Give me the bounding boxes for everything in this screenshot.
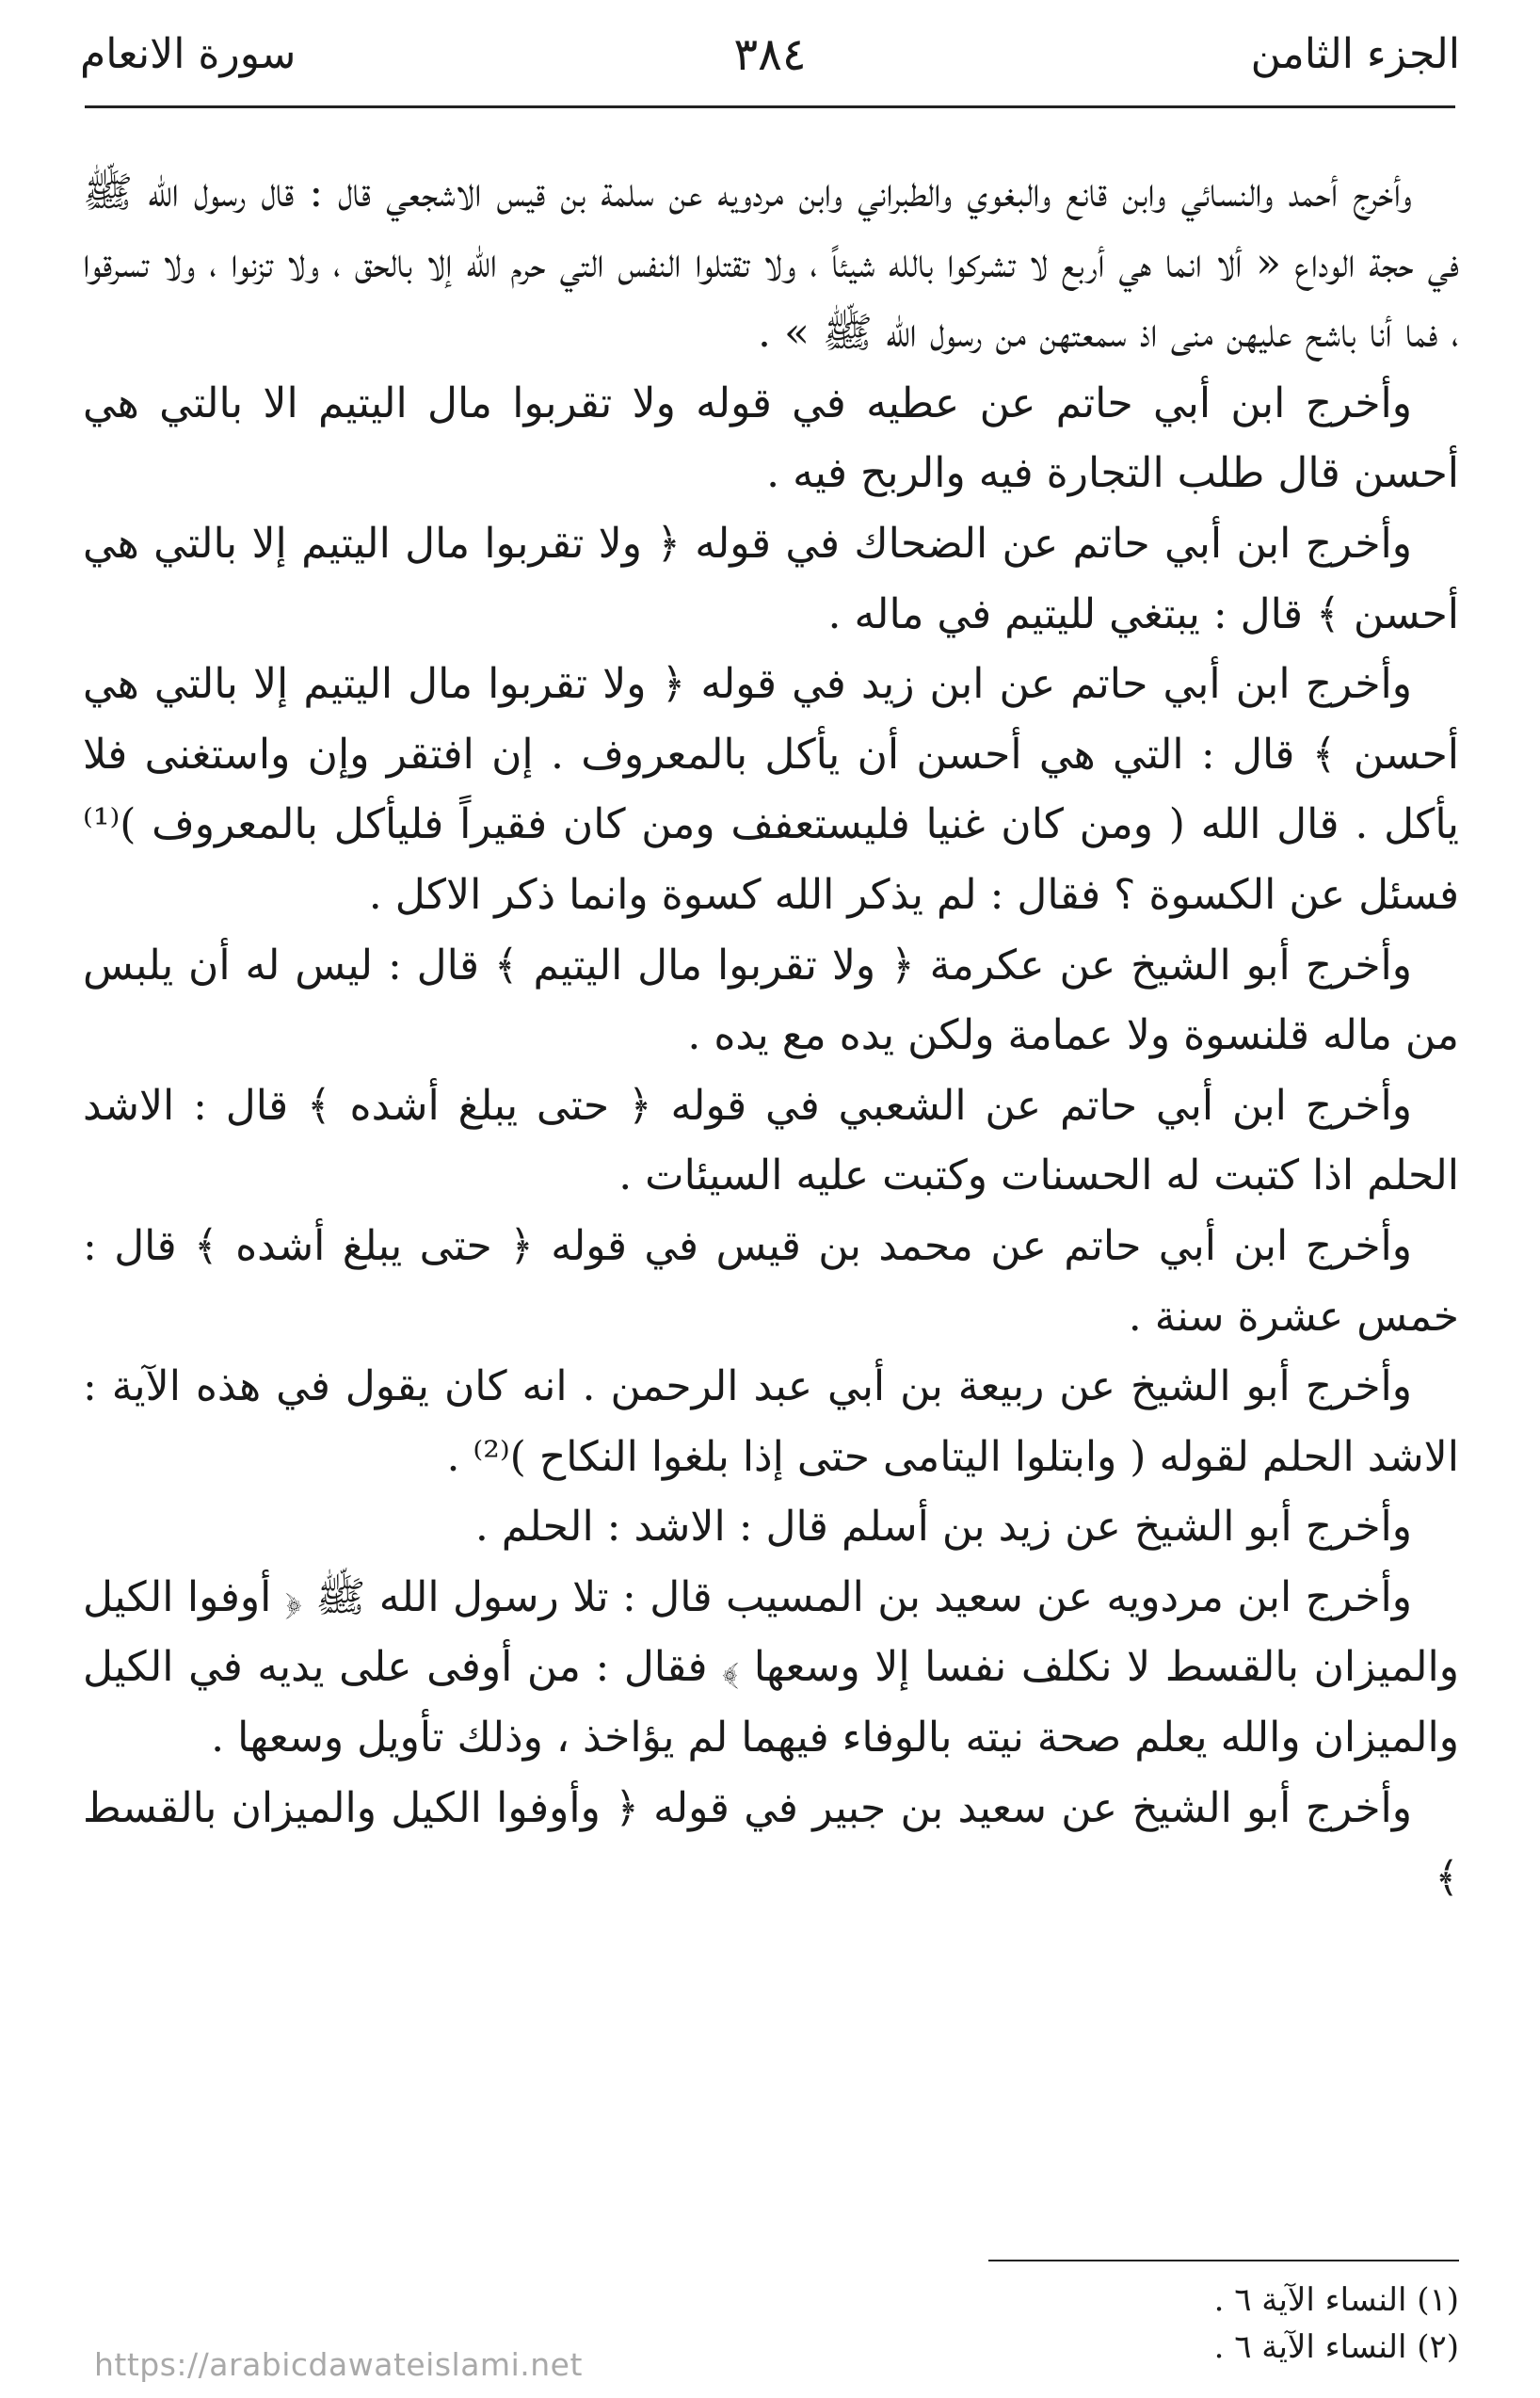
paragraph-9: وأخرج أبو الشيخ عن زيد بن أسلم قال : الاشد : الحلم . [474, 1503, 1412, 1552]
footnote-2: (٢) النساء الآية ٦ . [1213, 2328, 1459, 2366]
paragraph-1: وأخرج أحمد والنسائي وابن قانع والبغوي والطبراني وابن مردويه عن سلمة بن قيس الاشجعي قال : قال رسول الله ﷺ في حجة الوداع « ألا انما هي أربع لا تشركوا بالله شيئاً ، ولا تقتلوا النفس التي حرم الله إلا بالحق ، ولا تزنوا ، ولا تسرقوا ، فما أنا باشح عليهن منى اذ سمعتهن من رسول الله ﷺ » . [83, 169, 1459, 358]
body-text [83, 158, 1459, 1914]
surah-title: سورة الانعام [80, 30, 297, 78]
paragraph-11: وأخرج أبو الشيخ عن سعيد بن جبير في قوله ﴿ وأوفوا الكيل والميزان بالقسط ﴾ [83, 1783, 1459, 1903]
page-number: ٣٨٤ [733, 28, 807, 81]
header-divider [85, 105, 1455, 108]
part-title: الجزء الثامن [1250, 30, 1460, 78]
paragraph-10: وأخرج ابن مردويه عن سعيد بن المسيب قال : تلا رسول الله ﷺ ﴿ أوفوا الكيل والميزان بالقسط لا نكلف نفسا إلا وسعها ﴾ فقال : من أوفى على يديه في الكيل والميزان والله يعلم صحة نيته بالوفاء فيهما لم يؤاخذ ، وذلك تأويل وسعها . [83, 1572, 1459, 1762]
paragraph-8: وأخرج أبو الشيخ عن ربيعة بن أبي عبد الرحمن . انه كان يقول في هذه الآية : الاشد الحلم لقوله ( وابتلوا اليتامى حتى إذا بلغوا النكاح )⁽²⁾ . [83, 1362, 1459, 1481]
paragraph-2: وأخرج ابن أبي حاتم عن عطيه في قوله ولا تقربوا مال اليتيم الا بالتي هي أحسن قال طلب التجارة فيه والربح فيه . [83, 378, 1459, 498]
page-header [80, 17, 1460, 92]
paragraph-7: وأخرج ابن أبي حاتم عن محمد بن قيس في قوله ﴿ حتى يبلغ أشده ﴾ قال : خمس عشرة سنة . [83, 1221, 1459, 1341]
watermark-url: https://arabicdawateislami.net [94, 2346, 583, 2383]
paragraph-6: وأخرج ابن أبي حاتم عن الشعبي في قوله ﴿ حتى يبلغ أشده ﴾ قال : الاشد الحلم اذا كتبت له الحسنات وكتبت عليه السيئات . [83, 1081, 1459, 1200]
footnotes [894, 2277, 1459, 2371]
footnote-1: (١) النساء الآية ٦ . [1213, 2281, 1459, 2319]
footnote-divider [988, 2260, 1459, 2261]
paragraph-3: وأخرج ابن أبي حاتم عن الضحاك في قوله ﴿ ولا تقربوا مال اليتيم إلا بالتي هي أحسن ﴾ قال : يبتغي لليتيم في ماله . [83, 519, 1459, 638]
paragraph-4: وأخرج ابن أبي حاتم عن ابن زيد في قوله ﴿ ولا تقربوا مال اليتيم إلا بالتي هي أحسن ﴾ قال : التي هي أحسن أن يأكل بالمعروف . إن افتقر وإن واستغنى فلا يأكل . قال الله ( ومن كان غنيا فليستعفف ومن كان فقيراً فليأكل بالمعروف )⁽¹⁾ فسئل عن الكسوة ؟ فقال : لم يذكر الله كسوة وانما ذكر الاكل . [83, 660, 1459, 919]
paragraph-5: وأخرج أبو الشيخ عن عكرمة ﴿ ولا تقربوا مال اليتيم ﴾ قال : ليس له أن يلبس من ماله قلنسوة ولا عمامة ولكن يده مع يده . [83, 941, 1459, 1060]
